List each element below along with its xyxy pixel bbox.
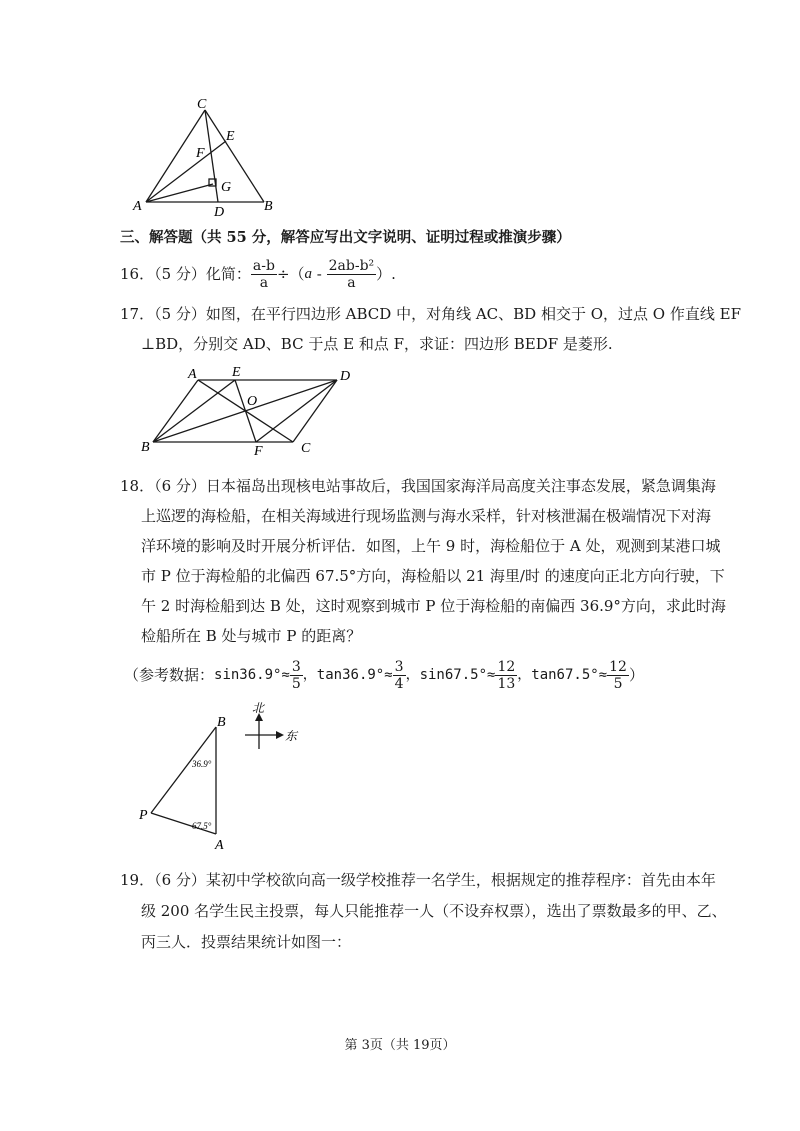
label-b: B bbox=[141, 440, 150, 455]
question-16 bbox=[120, 256, 396, 292]
question-19-line-3: 丙三人．投票结果统计如图一： bbox=[141, 933, 352, 951]
page-footer: 第 3页（共 19页） bbox=[344, 1038, 456, 1053]
question-18-line-3: 洋环境的影响及时开展分析评估．如图，上午 9 时，海检船位于 A 处，观测到某港口城 bbox=[141, 537, 721, 555]
figure-triangle-abc bbox=[130, 95, 290, 220]
label-e: E bbox=[226, 129, 235, 144]
question-18-line-2: 上巡逻的海检船，在相关海域进行现场监测与海水采样，针对核泄漏在极端情况下对海 bbox=[141, 507, 712, 525]
label-c: C bbox=[301, 441, 311, 456]
label-a: A bbox=[188, 367, 197, 382]
q16-suffix: ）. bbox=[376, 265, 396, 283]
question-19-line-1: 19．（6 分）某初中学校欲向高一级学校推荐一名学生，根据规定的推荐程序：首先由本年 bbox=[120, 871, 716, 889]
figure-triangle-pab bbox=[135, 700, 310, 855]
label-b: B bbox=[264, 199, 273, 214]
label-c: C bbox=[197, 97, 207, 112]
angle-a-label: 67.5° bbox=[192, 821, 212, 831]
compass-north-label: 北 bbox=[252, 701, 265, 715]
label-d: D bbox=[340, 369, 351, 384]
question-18-line-5: 午 2 时海检船到达 B 处，这时观察到城市 P 位于海检船的南偏西 36.9°方向，求此时海 bbox=[141, 597, 726, 615]
label-f: F bbox=[254, 444, 263, 459]
label-o: O bbox=[247, 394, 258, 409]
label-f: F bbox=[196, 146, 205, 161]
frac-tan675: $\frac{12}{5}$ bbox=[609, 658, 627, 692]
compass-east-label: 东 bbox=[285, 729, 298, 743]
question-18-line-1: 18．（6 分）日本福岛出现核电站事故后，我国国家海洋局高度关注事态发展，紧急调集海 bbox=[120, 477, 716, 495]
q16-fraction-2: $\frac{\text{2ab-b²}}{a}$ bbox=[328, 257, 375, 291]
question-18-line-4: 市 P 位于海检船的北偏西 67.5°方向，海检船以 21 海里/时 的速度向正北方向行驶，下 bbox=[141, 567, 725, 585]
frac-sin369: $\frac{3}{5}$ bbox=[291, 658, 301, 692]
label-d: D bbox=[214, 205, 225, 220]
section-heading: 三、解答题（共 55 分，解答应写出文字说明、证明过程或推演步骤） bbox=[120, 229, 571, 246]
label-a: A bbox=[215, 838, 224, 853]
question-19-line-2: 级 200 名学生民主投票，每人只能推荐一人（不设弃权票），选出了票数最多的甲、乙、 bbox=[141, 902, 727, 920]
question-17-line-1: 17．（5 分）如图，在平行四边形 ABCD 中，对角线 AC、BD 相交于 O，过点 O 作直线 EF bbox=[120, 305, 741, 323]
frac-sin675: $\frac{12}{13}$ bbox=[497, 658, 516, 692]
q16-prefix: 16．（5 分）化简： bbox=[120, 265, 251, 283]
q16-minus: - bbox=[312, 265, 327, 283]
question-17-line-2: ⊥BD，分别交 AD、BC 于点 E 和点 F，求证：四边形 BEDF 是菱形. bbox=[141, 335, 613, 353]
question-18-line-6: 检船所在 B 处与城市 P 的距离？ bbox=[141, 627, 362, 645]
q16-variable-a: a bbox=[304, 266, 313, 282]
angle-b-label: 36.9° bbox=[192, 759, 212, 769]
label-p: P bbox=[139, 808, 148, 823]
figure-parallelogram-abcd bbox=[135, 362, 365, 460]
frac-tan369: $\frac{3}{4}$ bbox=[394, 658, 404, 692]
compass-east-arrow bbox=[276, 731, 284, 739]
label-a: A bbox=[133, 199, 142, 214]
q18-reference-data: （参考数据： sin36.9°≈ $\frac{3}{5}$ ，tan36.9°≈ $\frac{3}{4}$ ，sin67.5°≈ $\frac{12}{13}$ ，tan67.5°≈ $\frac{12}{5}$ ） bbox=[124, 658, 644, 692]
q16-operator: ÷（ bbox=[276, 265, 305, 283]
q16-fraction-1: $\frac{a-b}{a}$ bbox=[252, 257, 275, 291]
label-e: E bbox=[232, 365, 241, 380]
label-g: G bbox=[221, 180, 232, 195]
label-b: B bbox=[217, 715, 226, 730]
